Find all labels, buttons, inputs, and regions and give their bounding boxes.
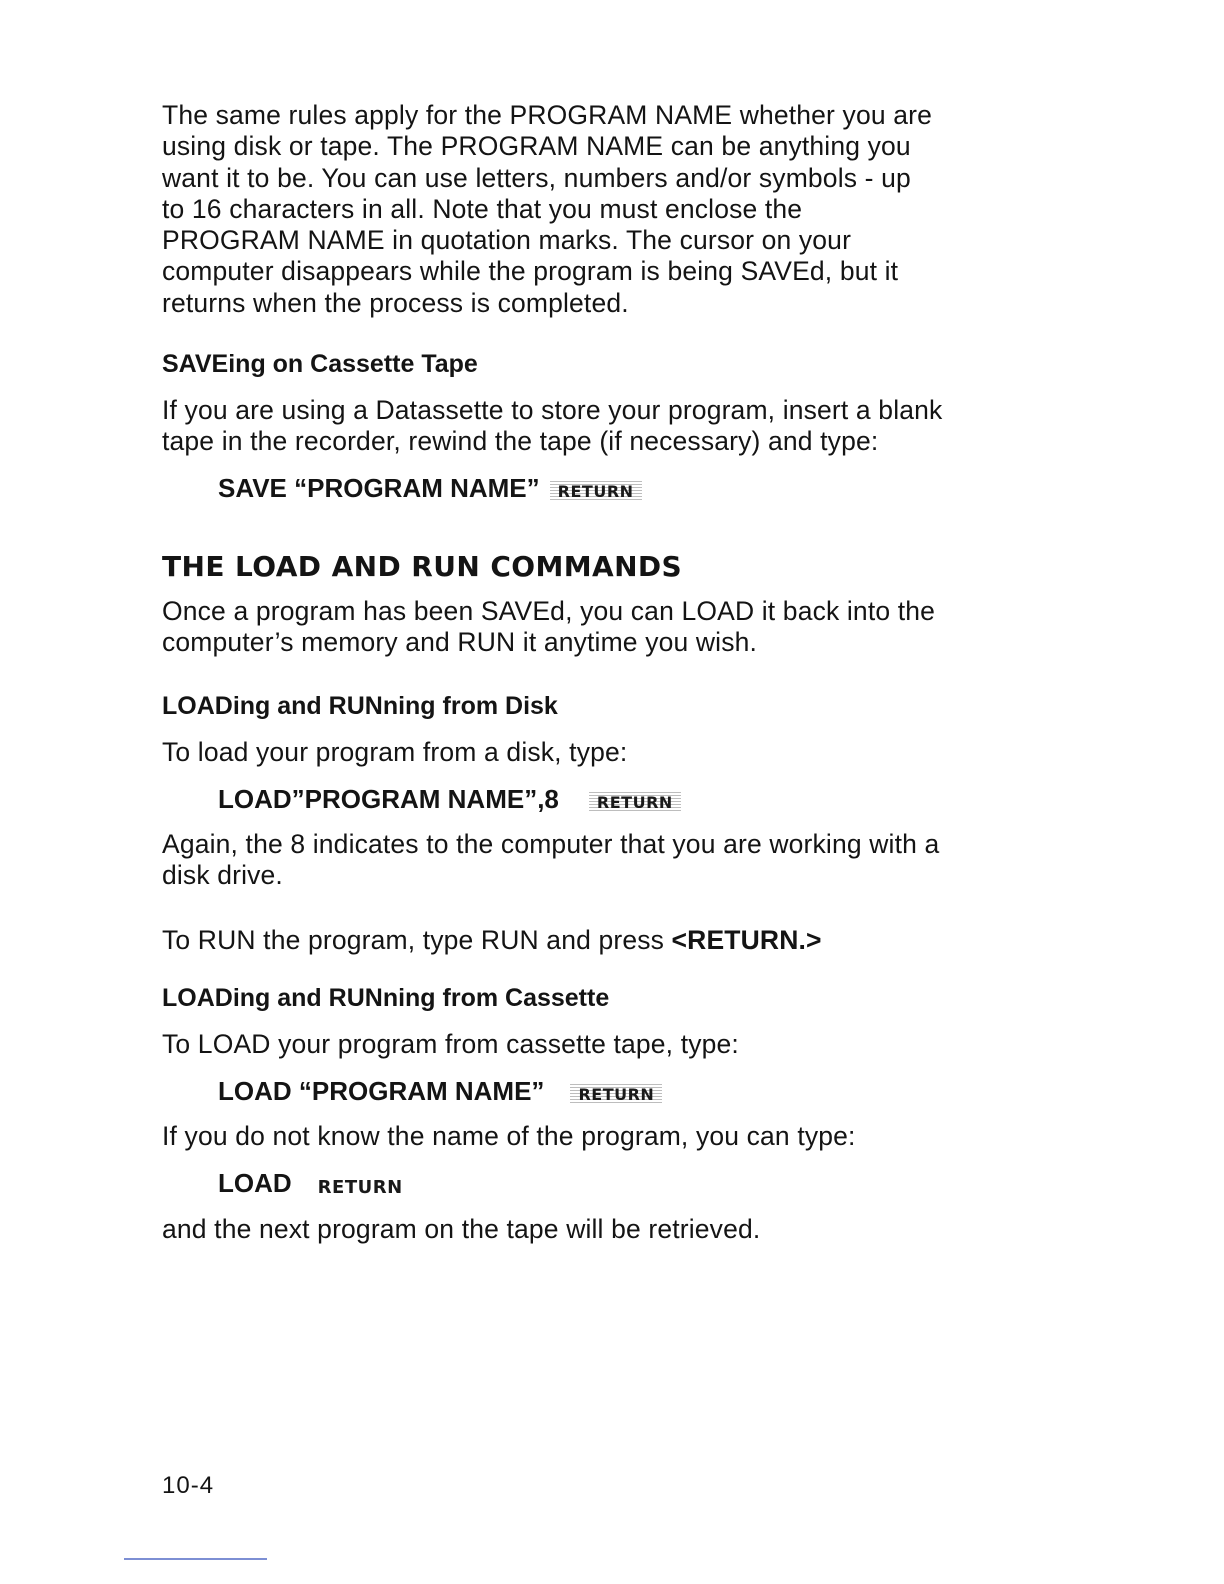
text-line: using disk or tape. The PROGRAM NAME can be anything you (162, 131, 911, 162)
command-text: LOAD “PROGRAM NAME” (218, 1075, 545, 1106)
unknown-name-text: If you do not know the name of the program, you can type: (162, 1120, 856, 1151)
disk-note-paragraph (162, 829, 1022, 892)
saving-tape-paragraph (162, 395, 1022, 458)
disk-load-command (162, 783, 1022, 815)
text-line: to 16 characters in all. Note that you must enclose the (162, 193, 803, 224)
text-line: computer’s memory and RUN it anytime you wish. (162, 626, 758, 657)
text-line: If you are using a Datassette to store your program, insert a blank (162, 395, 943, 426)
text-line: want it to be. You can use letters, numbers and/or symbols - up (162, 162, 911, 193)
text-line: computer disappears while the program is being SAVEd, but it (162, 256, 899, 287)
cassette-heading: LOADing and RUNning from Cassette (162, 984, 610, 1013)
saving-tape-heading: SAVEing on Cassette Tape (162, 350, 478, 379)
manual-page (162, 100, 1022, 1245)
command-text: LOAD (218, 1168, 292, 1199)
return-key-label: <RETURN.> (671, 925, 822, 956)
return-key-icon: RETURN (550, 481, 642, 502)
text-line: disk drive. (162, 859, 283, 890)
text-line: PROGRAM NAME in quotation marks. The cursor on your (162, 225, 852, 256)
run-text: To RUN the program, type RUN and press (162, 925, 672, 956)
text-line: returns when the process is completed. (162, 287, 629, 318)
page-number: 10-4 (162, 1472, 215, 1499)
return-key-icon: RETURN (589, 792, 681, 813)
text-line: tape in the recorder, rewind the tape (if necessary) and type: (162, 426, 879, 457)
closing-text: and the next program on the tape will be retrieved. (162, 1214, 761, 1245)
text-line: Again, the 8 indicates to the computer that you are working with a (162, 828, 940, 859)
run-instruction (162, 925, 1022, 956)
save-command (162, 472, 1022, 504)
command-text: LOAD”PROGRAM NAME”,8 (218, 783, 559, 814)
load-run-heading: THE LOAD AND RUN COMMANDS (162, 549, 683, 583)
text-line: The same rules apply for the PROGRAM NAME whether you are (162, 100, 932, 130)
footer-rule (124, 1558, 267, 1560)
cassette-load-command (162, 1075, 1022, 1107)
intro-paragraph (162, 100, 1022, 319)
return-key-icon: RETURN (317, 1176, 403, 1198)
load-short-command (162, 1167, 1022, 1199)
text-line: Once a program has been SAVEd, you can LOAD it back into the (162, 595, 936, 626)
load-run-paragraph (162, 596, 1022, 659)
disk-heading: LOADing and RUNning from Disk (162, 692, 558, 721)
command-text: SAVE “PROGRAM NAME” (218, 472, 540, 503)
disk-instruction: To load your program from a disk, type: (162, 737, 628, 768)
return-key-icon: RETURN (570, 1084, 662, 1105)
cassette-instruction: To LOAD your program from cassette tape, type: (162, 1029, 739, 1060)
